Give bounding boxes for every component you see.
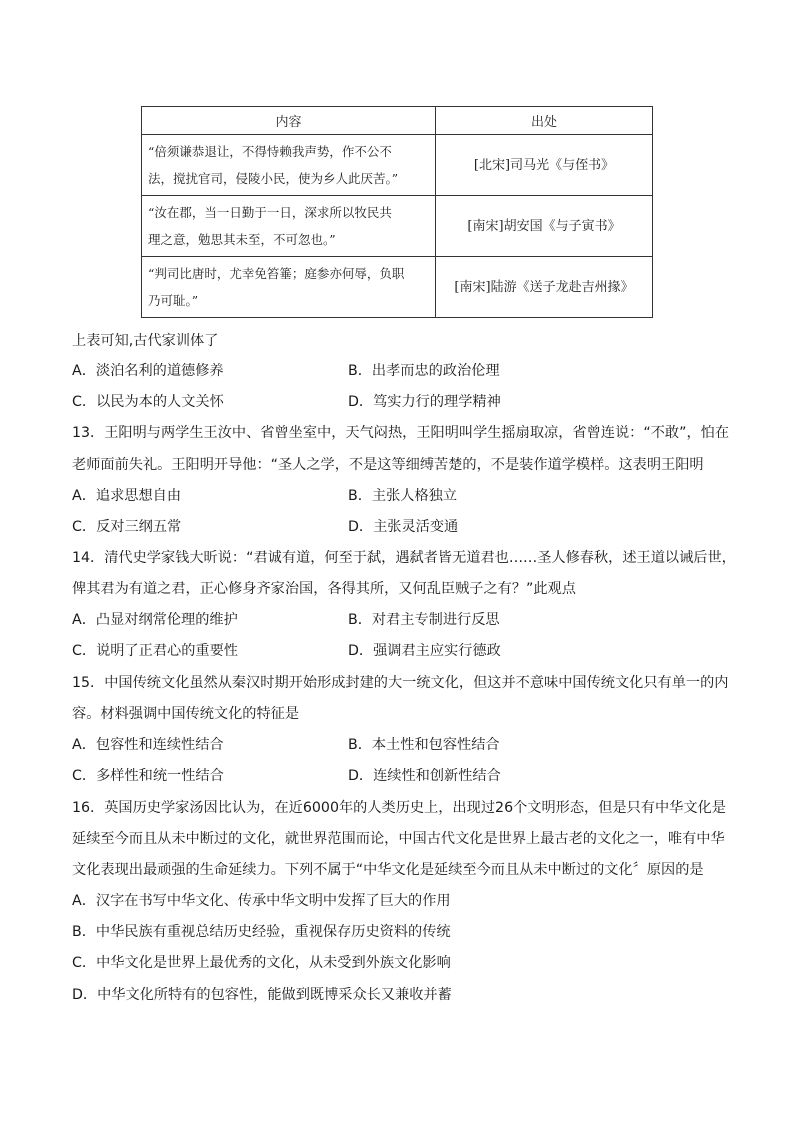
q14-stem-line: 14．清代史学家钱大昕说：“君诚有道，何至于弑，遇弑者皆无道君也……圣人修春秋，述王道以诫后世，	[72, 550, 736, 566]
content-line: “汝在郡，当一日勤于一日，深求所以牧民共	[148, 205, 392, 220]
table-row	[142, 196, 653, 257]
q16-option-a: A．汉字在书写中华文化、传承中华文明中发挥了巨大的作用	[72, 893, 451, 909]
q15-stem-line: 容。材料强调中国传统文化的特征是	[72, 706, 300, 722]
table-row	[142, 135, 653, 196]
q16-stem-line: 16．英国历史学家汤因比认为，在近6000年的人类历史上，出现过26个文明形态，但是只有中华文化是	[72, 800, 726, 816]
q16-option-d: D．中华文化所特有的包容性，能做到既博采众长又兼收并蓄	[72, 987, 452, 1003]
table-header-content: 内容	[142, 107, 436, 135]
table-row	[142, 257, 653, 318]
content-line: 法，搅扰官司，侵陵小民，使为乡人此厌苦。”	[148, 171, 399, 186]
q13-stem-line: 老师面前失礼。王阳明开导他：“圣人之学，不是这等细缚苦楚的，不是装作道学模样。这表明王阳明	[72, 457, 704, 473]
table-cell-source: [南宋]陆游《送子龙赴吉州掾》	[436, 257, 653, 318]
q15-option-d: D．连续性和创新性结合	[348, 768, 501, 784]
table-cell-content	[142, 135, 436, 196]
q12-stem: 上表可知,古代家训体了	[72, 333, 219, 349]
q12-option-b: B．出孝而忠的政治伦理	[348, 363, 500, 379]
q15-option-b: B．本土性和包容性结合	[348, 737, 500, 753]
content-line: “倍须谦恭退让，不得恃赖我声势，作不公不	[148, 144, 392, 159]
content-line: 乃可耻。”	[148, 293, 199, 308]
q13-option-b: B．主张人格独立	[348, 488, 458, 504]
q14-stem-line: 俾其君为有道之君，正心修身齐家治国，各得其所，又何乱臣贼子之有？”此观点	[72, 581, 576, 597]
source-table	[141, 106, 653, 318]
q12-option-c: C．以民为本的人文关怀	[72, 394, 224, 410]
table-cell-content	[142, 196, 436, 257]
q13-option-a: A．追求思想自由	[72, 488, 182, 504]
table-header-row	[142, 107, 653, 135]
q15-option-c: C．多样性和统一性结合	[72, 768, 224, 784]
table-cell-source: [南宋]胡安国《与子寅书》	[436, 196, 653, 257]
q14-option-b: B．对君主专制进行反思	[348, 612, 500, 628]
q12-option-d: D．笃实力行的理学精神	[348, 394, 501, 410]
q13-option-d: D．主张灵活变通	[348, 519, 459, 535]
content-line: “判司比唐时，尤幸免笞箠；庭参亦何辱，负职	[148, 266, 405, 281]
q16-stem-line: 延续至今而且从未中断过的文化，就世界范围而论，中国古代文化是世界上最古老的文化之一，唯有中华	[72, 831, 725, 847]
table-cell-content	[142, 257, 436, 318]
q15-stem-line: 15．中国传统文化虽然从秦汉时期开始形成封建的大一统文化，但这并不意味中国传统文化只有单一的内	[72, 675, 729, 691]
table-header-source: 出处	[436, 107, 653, 135]
content-line: 理之意，勉思其未至，不可忽也。”	[148, 232, 336, 247]
q16-stem-line: 文化表现出最顽强的生命延续力。下列不属于“中华文化是延续至今而且从未中断过的文化〞原因的是	[72, 862, 704, 878]
q14-option-a: A．凸显对纲常伦理的维护	[72, 612, 238, 628]
q16-option-c: C．中华文化是世界上最优秀的文化，从未受到外族文化影响	[72, 955, 451, 971]
q16-option-b: B．中华民族有重视总结历史经验，重视保存历史资料的传统	[72, 924, 451, 940]
q15-option-a: A．包容性和连续性结合	[72, 737, 224, 753]
q12-option-a: A．淡泊名利的道德修养	[72, 363, 224, 379]
table-cell-source: [北宋]司马光《与侄书》	[436, 135, 653, 196]
q13-stem-line: 13．王阳明与两学生王汝中、省曾坐室中，天气闷热，王阳明叫学生摇扇取凉，省曾连说：“不敢”，怕在	[72, 425, 730, 441]
q14-option-d: D．强调君主应实行德政	[348, 643, 501, 659]
q13-option-c: C．反对三纲五常	[72, 519, 182, 535]
q14-option-c: C．说明了正君心的重要性	[72, 643, 238, 659]
